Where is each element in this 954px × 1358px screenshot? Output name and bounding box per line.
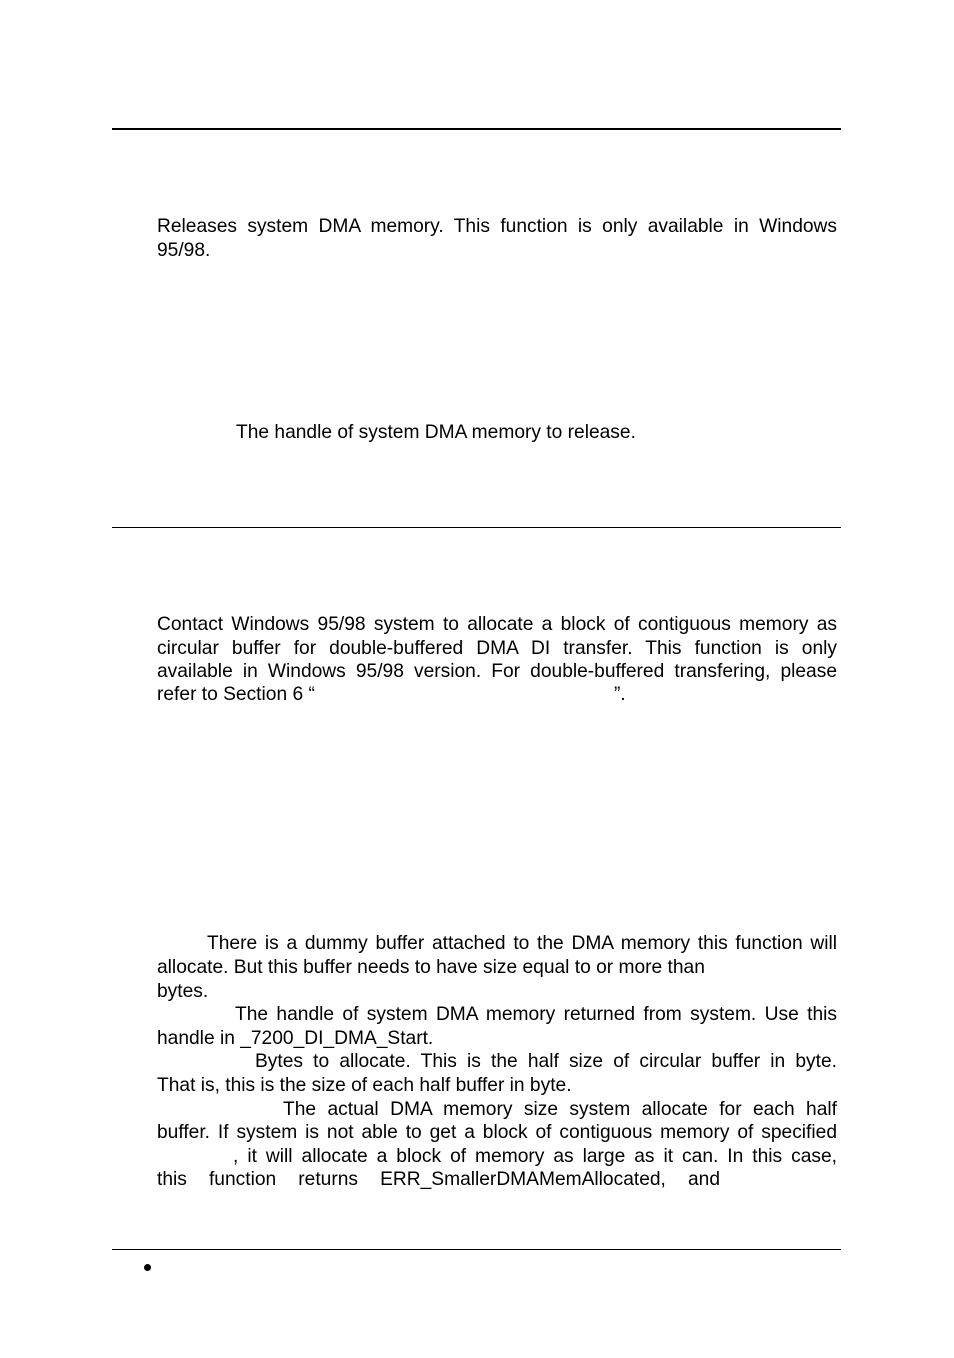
- param-alloc-line-3: , it will allocate a block of memory as large as it can. In this case,: [233, 1146, 837, 1167]
- param-dummy-line-2: allocate. But this buffer needs to have size equal to or more than: [157, 957, 705, 978]
- footer-rule: [112, 1249, 841, 1250]
- param-req-line-2: That is, this is the size of each half buffer in byte.: [157, 1075, 572, 1096]
- alloc-description-line-3: available in Windows 95/98 version. For double-buffered transfering, please: [157, 661, 837, 682]
- alloc-description-line-2: circular buffer for double-buffered DMA DI transfer. This function is only: [157, 637, 837, 659]
- param-dummy-line-1: There is a dummy buffer attached to the DMA memory this function will: [207, 933, 837, 954]
- release-description-line-1: Releases system DMA memory. This function is only available in Windows: [157, 216, 837, 237]
- alloc-refer-prefix: refer to Section 6 “: [157, 684, 315, 705]
- param-alloc-line-4: this function returns ERR_SmallerDMAMemAllocated, and: [157, 1169, 720, 1190]
- release-param-memid-description: The handle of system DMA memory to release.: [236, 422, 636, 443]
- param-alloc-line-1: The actual DMA memory size system allocate for each half: [283, 1099, 837, 1120]
- header-rule: [112, 128, 841, 130]
- param-memid-line-2: handle in _7200_DI_DMA_Start.: [157, 1028, 434, 1049]
- param-alloc-line-2: buffer. If system is not able to get a block of contiguous memory of specified: [157, 1122, 837, 1143]
- param-memid-line-1: The handle of system DMA memory returned from system. Use this: [235, 1004, 837, 1025]
- param-req-line-1: Bytes to allocate. This is the half size of circular buffer in byte.: [255, 1051, 837, 1072]
- alloc-refer-suffix: ”.: [614, 684, 626, 705]
- footer-bullet-icon: [144, 1264, 151, 1271]
- release-description: [157, 215, 837, 262]
- alloc-description: [157, 613, 837, 684]
- section-divider: [112, 527, 841, 528]
- release-description-line-2: 95/98.: [157, 239, 211, 261]
- param-dummy-line-3: bytes.: [157, 981, 209, 1002]
- alloc-description-line-1: Contact Windows 95/98 system to allocate a block of contiguous memory as: [157, 614, 837, 635]
